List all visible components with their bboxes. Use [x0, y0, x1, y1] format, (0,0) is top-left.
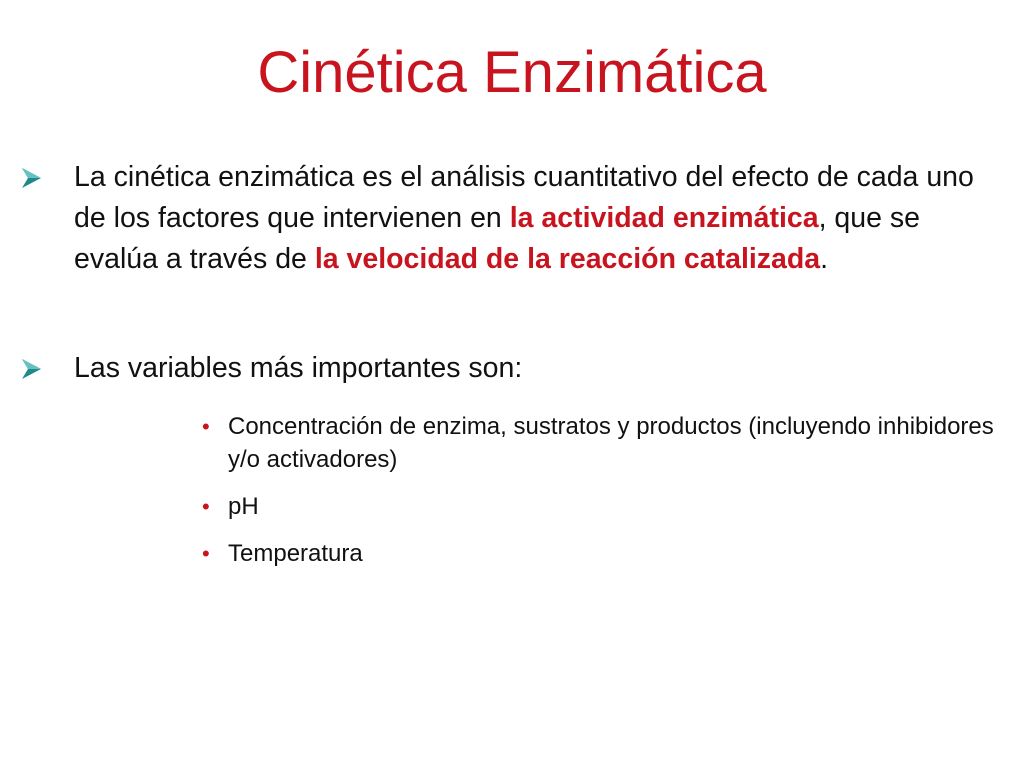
list-item — [202, 410, 1002, 476]
highlight-enzyme-activity: la actividad enzimática — [509, 202, 819, 234]
arrowhead-bullet-icon — [20, 348, 74, 380]
bullet-dot: • — [202, 414, 210, 439]
arrowhead-bullet-icon — [20, 157, 74, 189]
list-item-text: Temperatura — [228, 540, 363, 567]
bullet-text — [74, 157, 994, 280]
bullet-enzyme-kinetics-definition — [20, 157, 1000, 280]
list-item — [202, 490, 1002, 523]
list-item-text: Concentración de enzima, sustratos y productos (incluyendo inhibidores y/o activadores) — [228, 413, 994, 473]
bullet-text: Las variables más importantes son: — [74, 352, 523, 384]
bullet-variables — [20, 348, 1000, 389]
text-part: . — [820, 243, 829, 275]
highlight-reaction-velocity: la velocidad de la reacción catalizada — [314, 243, 821, 275]
slide-title: Cinética Enzimática — [257, 40, 767, 105]
text-part: La cinética enzimática es el análisis cuantitativo del efecto de cada uno de los factores que intervienen en — [74, 161, 974, 234]
variables-list — [202, 410, 1002, 584]
text-part: , que se evalúa a través de — [74, 202, 920, 275]
bullet-dot: • — [202, 541, 210, 566]
bullet-dot: • — [202, 494, 210, 519]
list-item-text: pH — [228, 493, 259, 520]
list-item — [202, 537, 1002, 570]
